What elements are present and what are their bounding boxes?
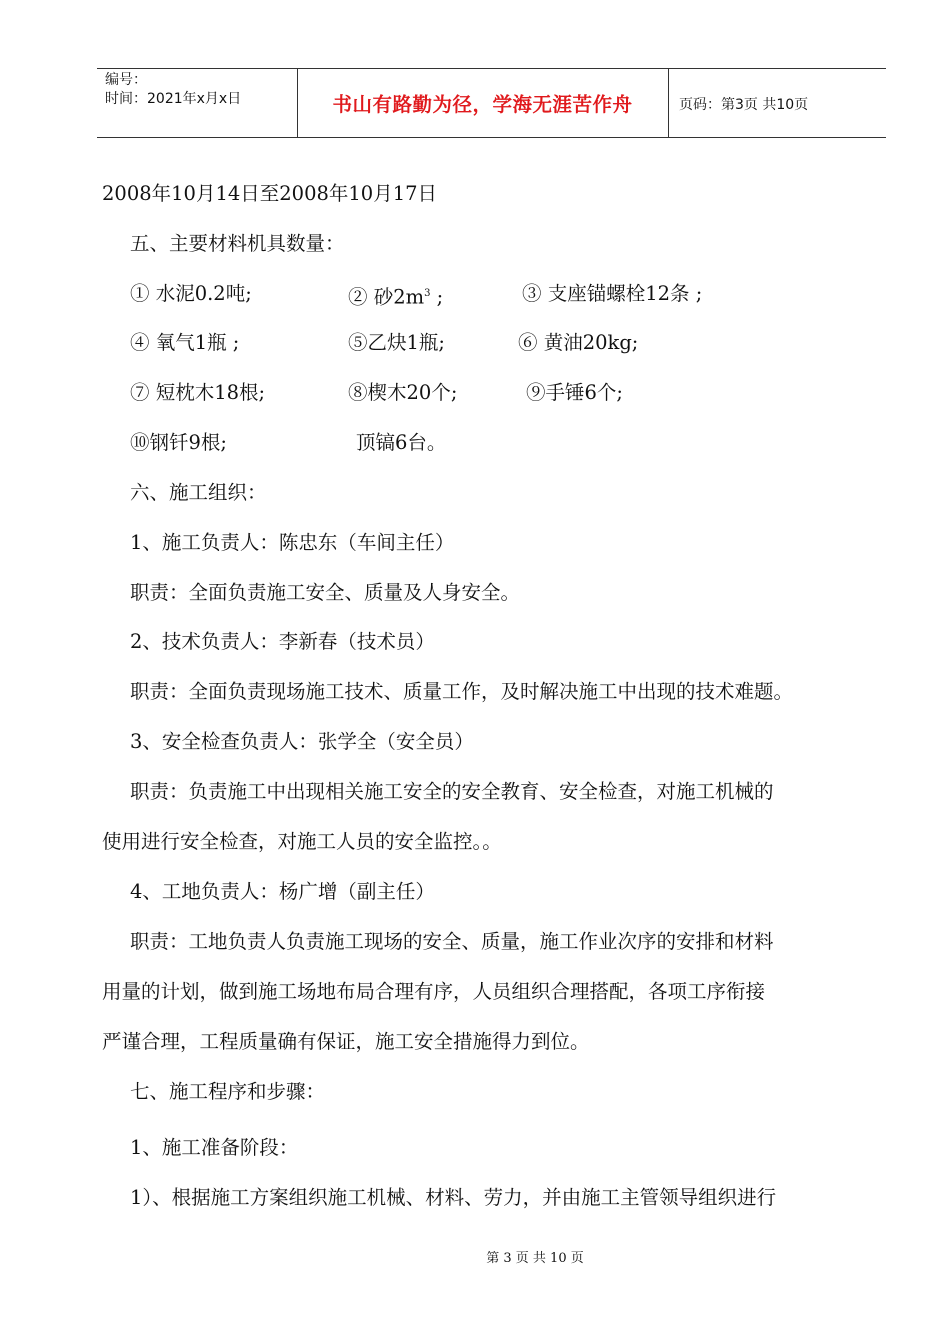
section-7-title: 七、施工程序和步骤：	[130, 1080, 326, 1103]
org-line: 3、安全检查负责人：张学全（安全员）	[130, 730, 474, 753]
material-item: ⑥ 黄油20kg;	[518, 331, 639, 354]
material-item: ⑦ 短枕木18根;	[130, 381, 266, 404]
header-page-info: 页码：第3页 共10页	[679, 97, 809, 113]
page-header	[97, 68, 886, 138]
org-line: 职责：负责施工中出现相关施工安全的安全教育、安全检查，对施工机械的	[130, 780, 774, 803]
header-divider	[668, 69, 669, 137]
header-meta	[105, 71, 295, 109]
material-item: ③ 支座锚螺栓12条 ;	[522, 282, 703, 305]
section-5-title: 五、主要材料机具数量：	[130, 232, 345, 255]
document-time: 时间：2021年x月x日	[105, 91, 242, 107]
material-item: ⑤乙炔1瓶;	[348, 331, 445, 354]
org-line: 职责：全面负责施工安全、质量及人身安全。	[130, 581, 521, 604]
org-line: 2、技术负责人：李新春（技术员）	[130, 630, 435, 653]
org-line: 用量的计划，做到施工场地布局合理有序，人员组织合理搭配，各项工序衔接	[102, 980, 766, 1003]
material-item: ⑨手锤6个;	[526, 381, 623, 404]
material-item: ⑧楔木20个;	[348, 381, 458, 404]
date-range: 2008年10月14日至2008年10月17日	[102, 182, 438, 205]
org-line: 职责：工地负责人负责施工现场的安全、质量，施工作业次序的安排和材料	[130, 930, 774, 953]
material-item: ⑩钢钎9根;	[130, 431, 227, 454]
org-line: 使用进行安全检查，对施工人员的安全监控。。	[102, 830, 502, 853]
page-footer: 第 3 页 共 10 页	[486, 1251, 584, 1266]
step-1-text: 1）、根据施工方案组织施工机械、材料、劳力，并由施工主管领导组织进行	[130, 1186, 777, 1209]
org-line: 4、工地负责人：杨广增（副主任）	[130, 880, 435, 903]
material-item: 顶镐6台。	[356, 431, 447, 454]
org-line: 1、施工负责人：陈忠东（车间主任）	[130, 531, 455, 554]
header-motto: 书山有路勤为径，学海无涯苦作舟	[332, 93, 633, 116]
material-item: ② 砂$2m^3$ ;	[348, 285, 444, 309]
org-line: 职责：全面负责现场施工技术、质量工作，及时解决施工中出现的技术难题。	[130, 680, 794, 703]
org-line: 严谨合理，工程质量确有保证，施工安全措施得力到位。	[102, 1030, 590, 1053]
step-1-title: 1、施工准备阶段：	[130, 1136, 299, 1159]
document-number-label: 编号：	[105, 72, 147, 88]
material-item: ① 水泥0.2吨;	[130, 282, 252, 305]
material-item: ④ 氧气1瓶 ;	[130, 331, 240, 354]
section-6-title: 六、施工组织：	[130, 481, 267, 504]
